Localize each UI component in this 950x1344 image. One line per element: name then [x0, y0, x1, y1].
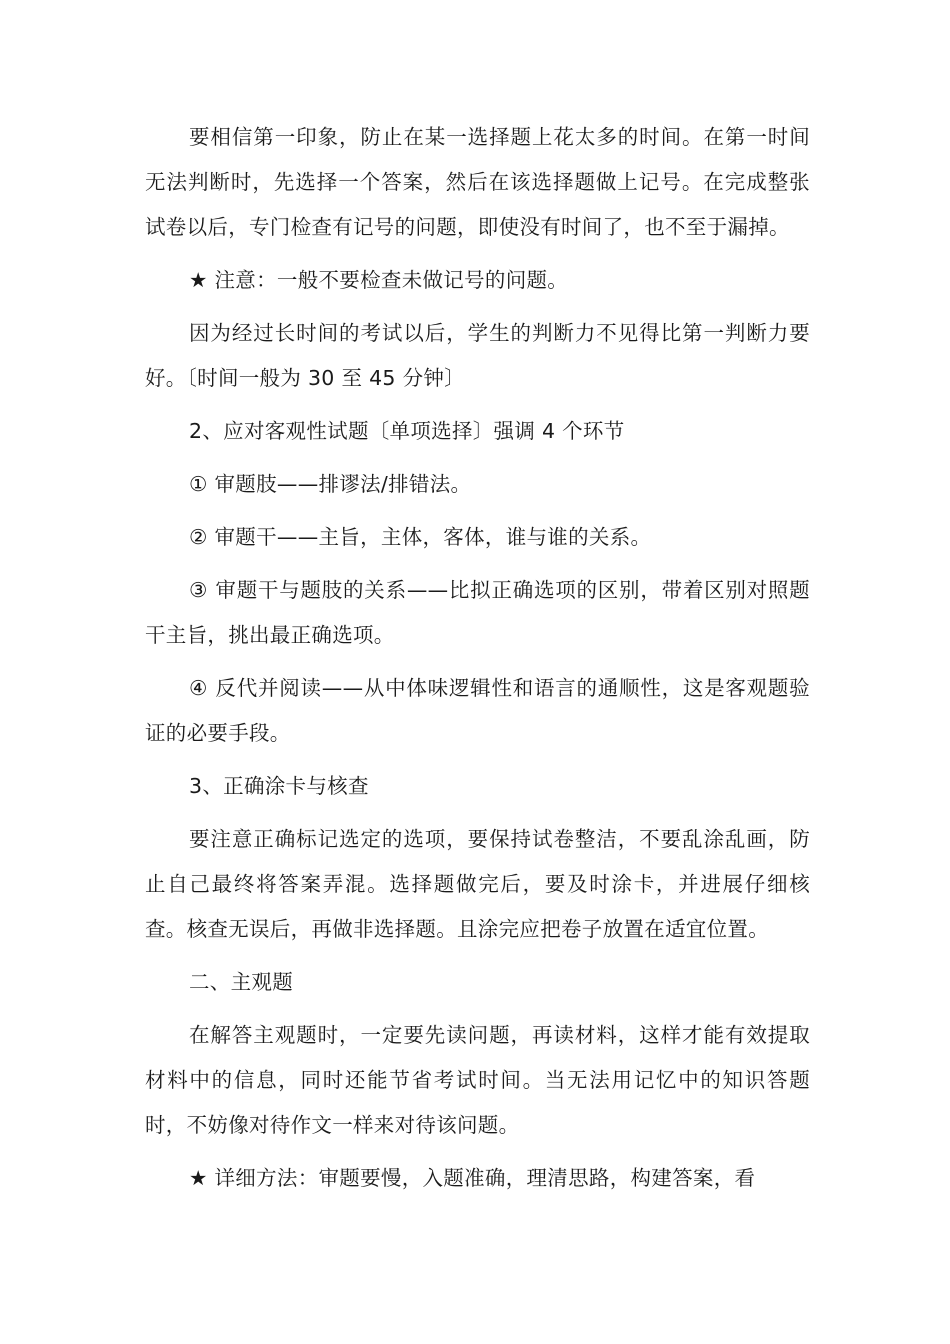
list-item-step-1: ① 审题肢——排谬法/排错法。	[189, 472, 472, 496]
list-item-step-2: ② 审题干——主旨，主体，客体，谁与谁的关系。	[189, 525, 652, 549]
paragraph-note: ★ 注意：一般不要检查未做记号的问题。	[189, 268, 569, 292]
paragraph-card-check: 要注意正确标记选定的选项，要保持试卷整洁，不要乱涂乱画，防止自己最终将答案弄混。选择题做完后，要及时涂卡，并进展仔细核查。核查无误后，再做非选择题。且涂完应把卷子放置在适宜位置。	[145, 827, 810, 941]
heading-card-check: 3、正确涂卡与核查	[189, 774, 369, 798]
list-item-step-4: ④ 反代并阅读——从中体味逻辑性和语言的通顺性，这是客观题验证的必要手段。	[145, 676, 810, 745]
paragraph-subjective: 在解答主观题时，一定要先读问题，再读材料，这样才能有效提取材料中的信息，同时还能节省考试时间。当无法用记忆中的知识答题时，不妨像对待作文一样来对待该问题。	[145, 1023, 810, 1137]
heading-objective-questions: 2、应对客观性试题〔单项选择〕强调 4 个环节	[189, 419, 625, 443]
heading-subjective-questions: 二、主观题	[189, 970, 293, 994]
document-body	[145, 115, 810, 1209]
list-item-step-3: ③ 审题干与题肢的关系——比拟正确选项的区别，带着区别对照题干主旨，挑出最正确选项。	[145, 578, 810, 647]
paragraph-detailed-method: ★ 详细方法：审题要慢，入题准确，理清思路，构建答案，看	[189, 1166, 756, 1190]
paragraph-first-impression: 要相信第一印象，防止在某一选择题上花太多的时间。在第一时间无法判断时，先选择一个答案，然后在该选择题做上记号。在完成整张试卷以后，专门检查有记号的问题，即使没有时间了，也不至于漏掉。	[145, 125, 810, 239]
paragraph-reason: 因为经过长时间的考试以后，学生的判断力不见得比第一判断力要好。〔时间一般为 30 至 45 分钟〕	[145, 321, 810, 390]
